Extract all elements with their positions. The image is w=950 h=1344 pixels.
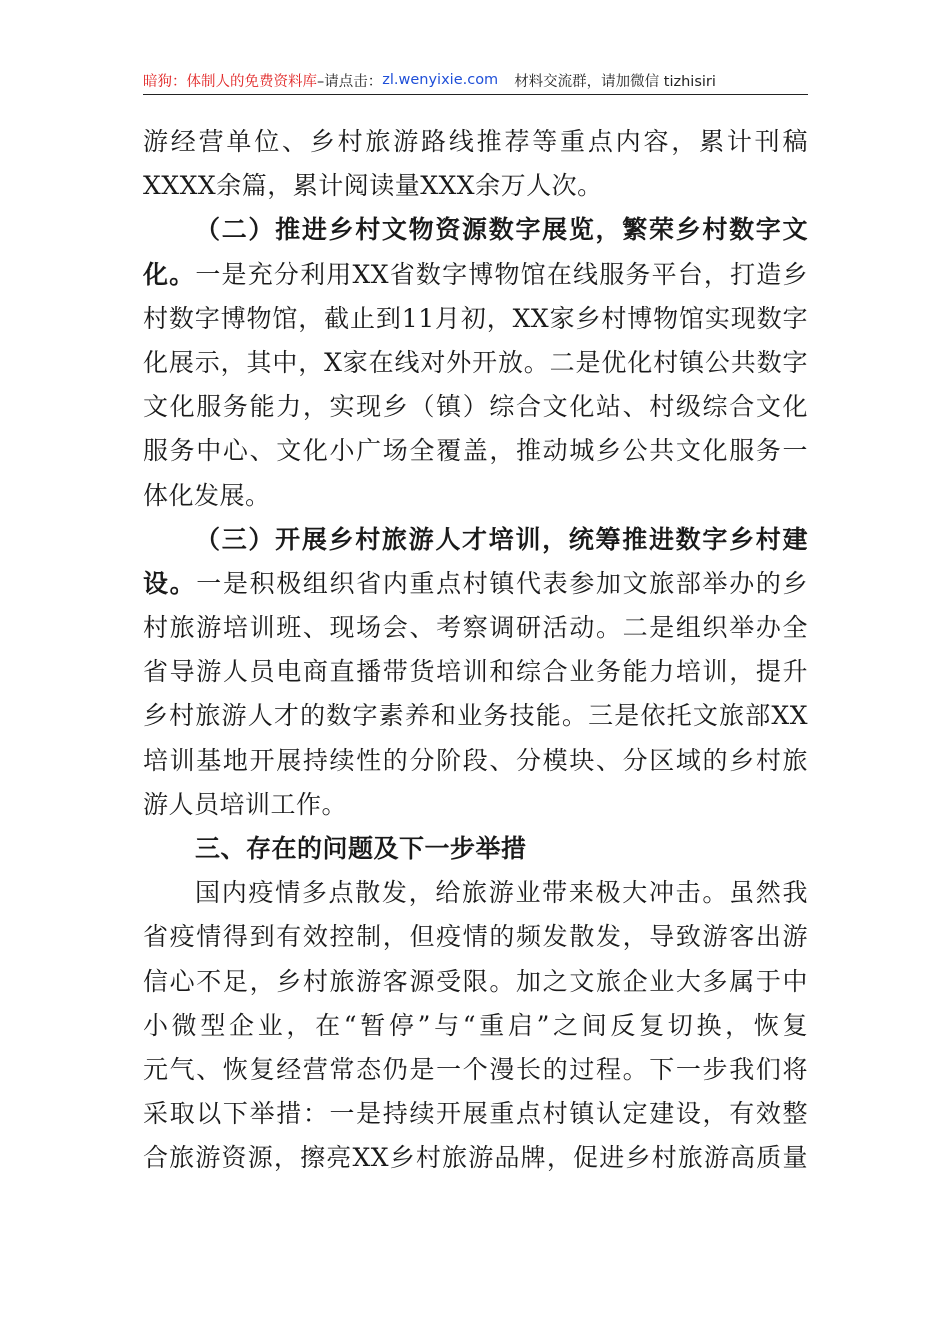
text-line: 省疫情得到有效控制，但疫情的频发散发，导致游客出游 (143, 922, 808, 952)
section-heading: 三、存在的问题及下一步举措 (195, 834, 527, 863)
subheading-end: 设。 (143, 568, 197, 598)
text-line: 乡村旅游人才的数字素养和业务技能。三是依托文旅部XX (143, 701, 808, 731)
text-line: 体化发展。 (143, 480, 271, 510)
text-line: 培训基地开展持续性的分阶段、分模块、分区域的乡村旅 (143, 745, 808, 775)
text-line (143, 253, 808, 297)
subheading: （三）开展乡村旅游人才培训，统筹推进数字乡村建 (195, 524, 808, 554)
text-fragment: 一是充分利用XX省数字博物馆在线服务平台，打造乡 (195, 259, 808, 289)
header-brand: 暗狗：体制人的免费资料库 (143, 73, 317, 90)
text-line: 合旅游资源，擦亮XX乡村旅游品牌，促进乡村旅游高质量 (143, 1143, 808, 1173)
paragraph (143, 208, 808, 517)
text-line: 化展示，其中，X家在线对外开放。二是优化村镇公共数字 (143, 347, 808, 377)
header-group-note: 材料交流群，请加微信 tizhisiri (514, 73, 716, 90)
header-link[interactable]: zl.wenyixie.com (382, 72, 499, 88)
subheading-end: 化。 (143, 259, 196, 289)
text-line: 省导游人员电商直播带货培训和综合业务能力培训，提升 (143, 657, 808, 687)
header-click-prompt: –请点击： (317, 73, 383, 90)
section-heading-block (143, 827, 808, 871)
text-line (143, 562, 808, 606)
text-line: 村旅游培训班、现场会、考察调研活动。二是组织举办全 (143, 613, 808, 643)
text-line: 小微型企业，在“暂停”与“重启”之间反复切换，恢复 (143, 1010, 808, 1040)
text-line: 村数字博物馆，截止到11月初，XX家乡村博物馆实现数字 (143, 303, 808, 333)
text-line: 元气、恢复经营常态仍是一个漫长的过程。下一步我们将 (143, 1054, 808, 1084)
paragraph (143, 871, 808, 1180)
subheading: （二）推进乡村文物资源数字展览，繁荣乡村数字文 (195, 215, 808, 245)
text-line: XXXX余篇，累计阅读量XXX余万人次。 (143, 171, 603, 201)
text-line: 服务中心、文化小广场全覆盖，推动城乡公共文化服务一 (143, 436, 808, 466)
document-body (143, 120, 808, 1181)
page-header (143, 66, 808, 95)
text-fragment: 一是积极组织省内重点村镇代表参加文旅部举办的乡 (196, 568, 808, 598)
text-line: 游经营单位、乡村旅游路线推荐等重点内容，累计刊稿 (143, 127, 808, 156)
text-line: 信心不足，乡村旅游客源受限。加之文旅企业大多属于中 (143, 966, 808, 996)
text-line: 文化服务能力，实现乡（镇）综合文化站、村级综合文化 (143, 392, 808, 422)
paragraph (143, 120, 808, 208)
text-line: 国内疫情多点散发，给旅游业带来极大冲击。虽然我 (195, 878, 808, 908)
text-line: 游人员培训工作。 (143, 789, 348, 819)
text-line: 采取以下举措：一是持续开展重点村镇认定建设，有效整 (143, 1099, 808, 1129)
paragraph (143, 518, 808, 827)
